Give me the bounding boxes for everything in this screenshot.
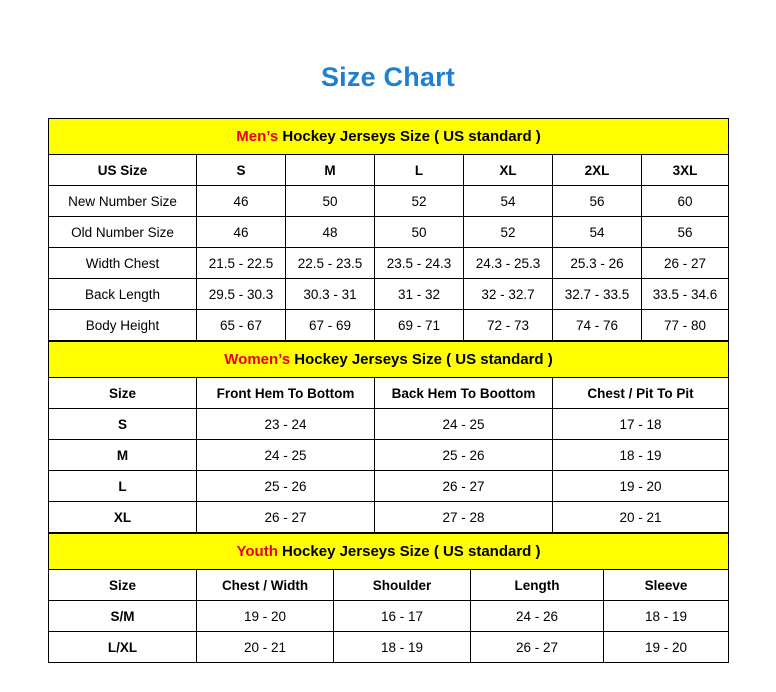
table-row	[49, 409, 729, 440]
table-row	[49, 502, 729, 533]
youth-header-cell: Size	[49, 570, 197, 601]
womens-header-cell: Chest / Pit To Pit	[553, 378, 729, 409]
womens-header-cell: Size	[49, 378, 197, 409]
womens-band-row	[49, 342, 729, 378]
table-cell: 17 - 18	[553, 409, 729, 440]
row-label: New Number Size	[49, 186, 197, 217]
table-cell: 48	[286, 217, 375, 248]
mens-header-cell: L	[375, 155, 464, 186]
table-cell: 31 - 32	[375, 279, 464, 310]
table-cell: 54	[553, 217, 642, 248]
row-label: Old Number Size	[49, 217, 197, 248]
size-chart-tables	[48, 118, 728, 663]
table-cell: 18 - 19	[604, 601, 729, 632]
womens-band-rest: Hockey Jerseys Size ( US standard )	[290, 351, 553, 368]
table-cell: 21.5 - 22.5	[197, 248, 286, 279]
mens-band-accent: Men’s	[236, 128, 279, 145]
womens-band-accent: Women’s	[224, 351, 291, 368]
table-cell: 52	[464, 217, 553, 248]
table-cell: 30.3 - 31	[286, 279, 375, 310]
table-cell: 16 - 17	[334, 601, 471, 632]
table-row	[49, 471, 729, 502]
table-cell: 27 - 28	[375, 502, 553, 533]
table-row	[49, 440, 729, 471]
table-cell: 77 - 80	[642, 310, 729, 341]
mens-header-cell: XL	[464, 155, 553, 186]
mens-size-table	[48, 118, 729, 341]
womens-header-row	[49, 378, 729, 409]
table-cell: 20 - 21	[553, 502, 729, 533]
row-label: Body Height	[49, 310, 197, 341]
table-cell: 46	[197, 186, 286, 217]
table-cell: 18 - 19	[334, 632, 471, 663]
mens-header-cell: M	[286, 155, 375, 186]
table-cell: 22.5 - 23.5	[286, 248, 375, 279]
youth-band-cell	[49, 534, 729, 570]
row-label: L/XL	[49, 632, 197, 663]
table-cell: 24 - 26	[471, 601, 604, 632]
table-cell: 20 - 21	[197, 632, 334, 663]
table-cell: 23 - 24	[197, 409, 375, 440]
table-row	[49, 310, 729, 341]
table-cell: 46	[197, 217, 286, 248]
table-cell: 29.5 - 30.3	[197, 279, 286, 310]
youth-header-cell: Shoulder	[334, 570, 471, 601]
table-cell: 56	[553, 186, 642, 217]
row-label: M	[49, 440, 197, 471]
table-cell: 19 - 20	[197, 601, 334, 632]
table-cell: 52	[375, 186, 464, 217]
mens-band-row	[49, 119, 729, 155]
row-label: S/M	[49, 601, 197, 632]
table-cell: 69 - 71	[375, 310, 464, 341]
table-row	[49, 279, 729, 310]
youth-header-cell: Length	[471, 570, 604, 601]
womens-header-cell: Back Hem To Boottom	[375, 378, 553, 409]
table-cell: 50	[286, 186, 375, 217]
youth-size-table	[48, 533, 729, 663]
mens-band-rest: Hockey Jerseys Size ( US standard )	[278, 128, 541, 145]
table-cell: 25.3 - 26	[553, 248, 642, 279]
mens-band-cell	[49, 119, 729, 155]
table-cell: 33.5 - 34.6	[642, 279, 729, 310]
table-cell: 54	[464, 186, 553, 217]
page-title: Size Chart	[320, 62, 456, 92]
table-cell: 19 - 20	[553, 471, 729, 502]
table-cell: 65 - 67	[197, 310, 286, 341]
table-cell: 24 - 25	[197, 440, 375, 471]
table-cell: 67 - 69	[286, 310, 375, 341]
table-row	[49, 186, 729, 217]
table-cell: 56	[642, 217, 729, 248]
youth-header-cell: Chest / Width	[197, 570, 334, 601]
table-cell: 50	[375, 217, 464, 248]
table-cell: 25 - 26	[375, 440, 553, 471]
table-cell: 72 - 73	[464, 310, 553, 341]
row-label: Width Chest	[49, 248, 197, 279]
table-cell: 18 - 19	[553, 440, 729, 471]
womens-band-cell	[49, 342, 729, 378]
mens-header-cell: 2XL	[553, 155, 642, 186]
table-cell: 26 - 27	[642, 248, 729, 279]
youth-header-row	[49, 570, 729, 601]
table-cell: 74 - 76	[553, 310, 642, 341]
table-cell: 32 - 32.7	[464, 279, 553, 310]
table-cell: 26 - 27	[197, 502, 375, 533]
table-cell: 32.7 - 33.5	[553, 279, 642, 310]
row-label: Back Length	[49, 279, 197, 310]
table-row	[49, 601, 729, 632]
mens-header-cell: US Size	[49, 155, 197, 186]
table-cell: 23.5 - 24.3	[375, 248, 464, 279]
table-cell: 19 - 20	[604, 632, 729, 663]
row-label: L	[49, 471, 197, 502]
mens-header-row	[49, 155, 729, 186]
mens-header-cell: S	[197, 155, 286, 186]
womens-header-cell: Front Hem To Bottom	[197, 378, 375, 409]
youth-band-rest: Hockey Jerseys Size ( US standard )	[277, 543, 541, 560]
youth-header-cell: Sleeve	[604, 570, 729, 601]
mens-header-cell: 3XL	[642, 155, 729, 186]
table-cell: 24.3 - 25.3	[464, 248, 553, 279]
table-cell: 25 - 26	[197, 471, 375, 502]
youth-band-row	[49, 534, 729, 570]
table-cell: 26 - 27	[471, 632, 604, 663]
table-row	[49, 248, 729, 279]
row-label: XL	[49, 502, 197, 533]
table-cell: 24 - 25	[375, 409, 553, 440]
womens-size-table	[48, 341, 729, 533]
row-label: S	[49, 409, 197, 440]
table-row	[49, 632, 729, 663]
table-cell: 60	[642, 186, 729, 217]
youth-band-accent: Youth	[236, 543, 278, 560]
table-cell: 26 - 27	[375, 471, 553, 502]
table-row	[49, 217, 729, 248]
